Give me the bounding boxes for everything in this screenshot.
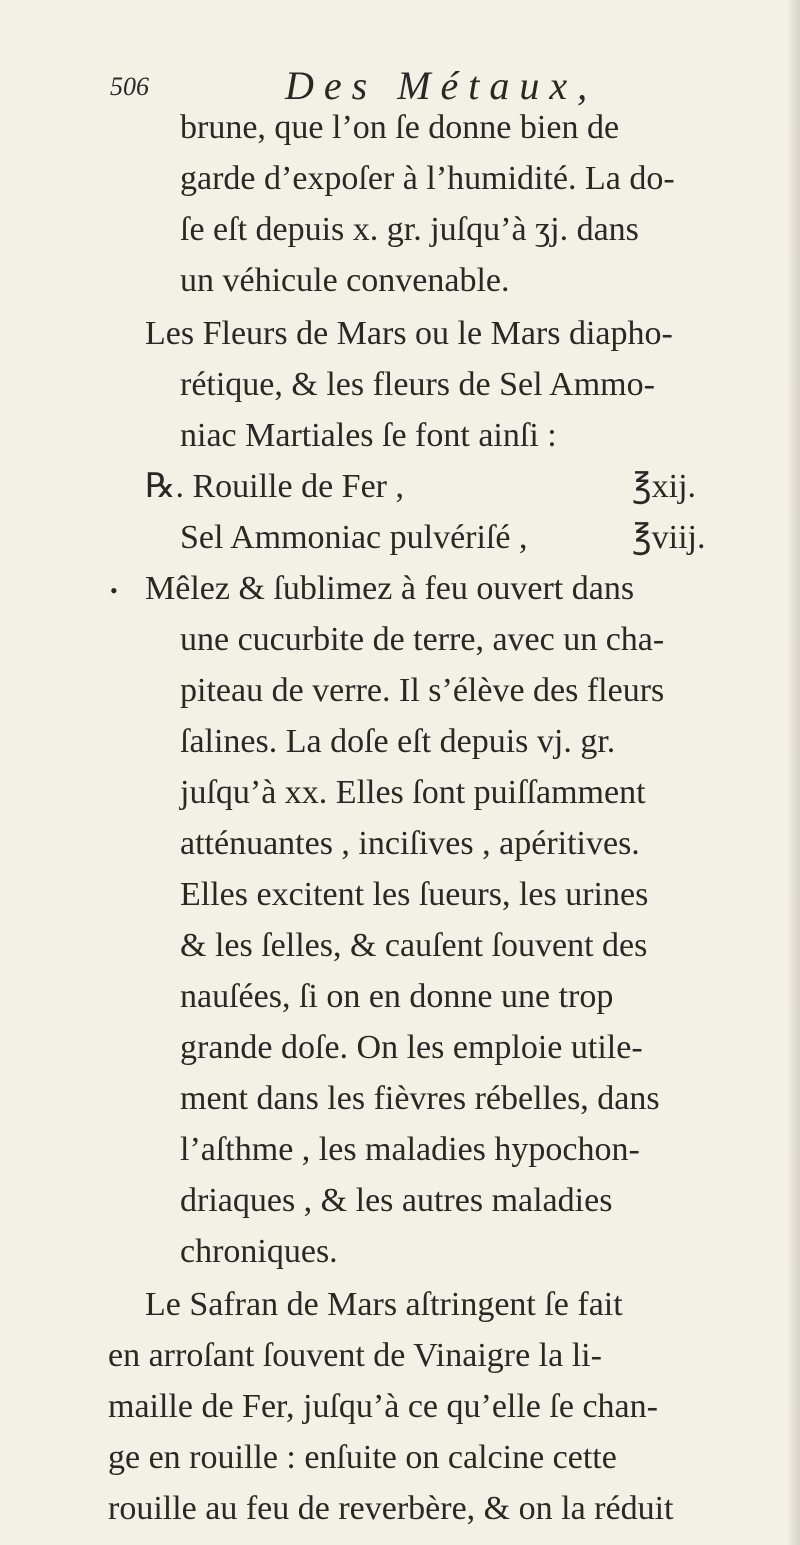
- text-line: chroniques.: [180, 1233, 338, 1270]
- text-line: un véhicule convenable.: [180, 262, 510, 299]
- text-line: en arroſant ſouvent de Vinaigre la li-: [108, 1337, 602, 1374]
- text-line: driaques , & les autres maladies: [180, 1182, 613, 1219]
- text-line: piteau de verre. Il s’élève des fleurs: [180, 672, 665, 709]
- text-line: Les Fleurs de Mars ou le Mars diapho-: [145, 315, 673, 352]
- text-line: ge en rouille : enſuite on calcine cette: [108, 1439, 617, 1476]
- text-line: ſalines. La doſe eſt depuis vj. gr.: [180, 723, 616, 760]
- page-header: [110, 62, 670, 106]
- text-line: une cucurbite de terre, avec un cha-: [180, 621, 665, 658]
- text-line: ℞. Rouille de Fer ,: [145, 468, 405, 505]
- text-line: atténuantes , inciſives , apéritives.: [180, 825, 640, 862]
- recipe-quantity: ℥xij.: [632, 468, 697, 505]
- text-line: Sel Ammoniac pulvériſé ,: [180, 519, 528, 556]
- text-line: rouille au feu de reverbère, & on la réduit: [108, 1490, 674, 1527]
- text-line: l’aſthme , les maladies hypochon-: [180, 1131, 640, 1168]
- page-edge-shadow: [786, 0, 800, 1545]
- text-line: Mêlez & ſublimez à feu ouvert dans: [145, 570, 635, 607]
- text-line: & les ſelles, & cauſent ſouvent des: [180, 927, 648, 964]
- text-line: juſqu’à xx. Elles ſont puiſſamment: [180, 774, 646, 811]
- text-line: maille de Fer, juſqu’à ce qu’elle ſe chan-: [108, 1388, 658, 1425]
- text-line: brune, que l’on ſe donne bien de: [180, 109, 620, 146]
- text-line: Elles excitent les ſueurs, les urines: [180, 876, 649, 913]
- text-line: garde d’expoſer à l’humidité. La do-: [180, 160, 675, 197]
- text-line: rétique, & les fleurs de Sel Ammo-: [180, 366, 655, 403]
- text-line: Le Safran de Mars aſtringent ſe fait: [145, 1286, 623, 1323]
- page-number: 506: [110, 72, 149, 101]
- recipe-quantity: ℥viij.: [632, 519, 706, 556]
- running-head: Des Métaux,: [285, 63, 598, 108]
- text-line: nauſées, ſi on en donne une trop: [180, 978, 614, 1015]
- text-line: niac Martiales ſe font ainſi :: [180, 417, 557, 454]
- margin-bullet: •: [110, 578, 118, 603]
- text-line: ſe eſt depuis x. gr. juſqu’à ʒj. dans: [180, 211, 639, 248]
- text-line: ment dans les fièvres rébelles, dans: [180, 1080, 660, 1117]
- text-line: grande doſe. On les emploie utile-: [180, 1029, 643, 1066]
